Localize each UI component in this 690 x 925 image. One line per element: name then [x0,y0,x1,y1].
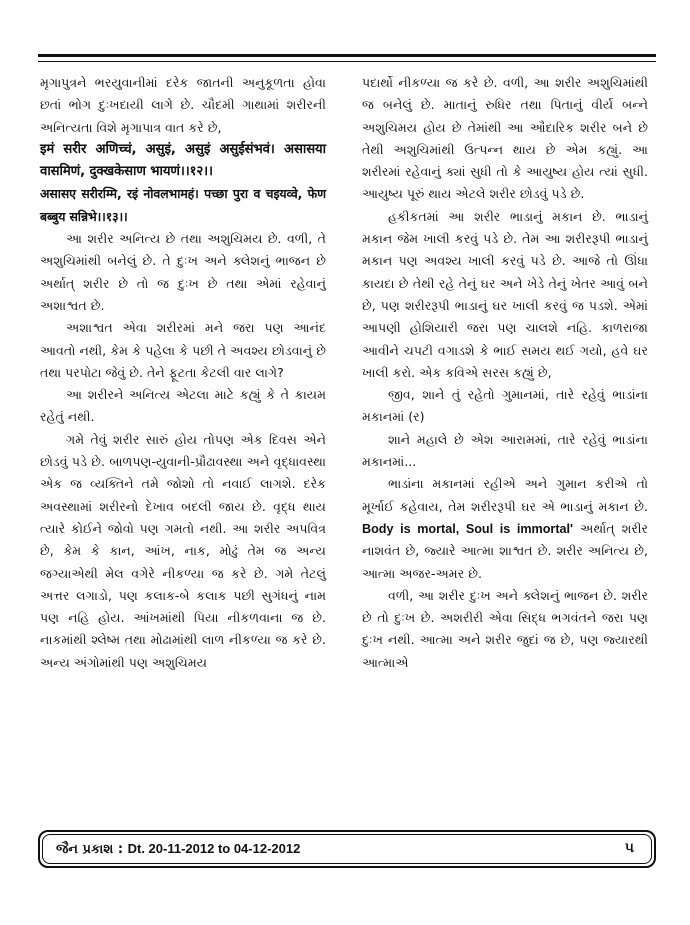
top-rule-thin [38,61,656,62]
footer-separator: : [117,842,124,857]
top-rule-thick [38,54,656,57]
paragraph: વળી, આ શરીર દુઃખ અને ક્લેશનું ભાજન છે. શરીર છે તો દુઃખ છે. અશરીરી એવા સિદ્ધ ભગવંતને જરા પણ દુઃખ નથી. આત્મા અને શરીર જુદાં જ છે, પણ જ્યારથી આત્માએ [362,587,648,670]
left-column [40,72,326,674]
date-range: Dt. 20-11-2012 to 04-12-2012 [127,841,301,856]
right-column [362,72,648,674]
footer-box [38,830,656,868]
paragraph: ગમે તેવું શરીર સારું હોય તોપણ એક દિવસ એને છોડવું પડે છે. બાળપણ-યુવાની-પ્રૌઢાવસ્થા અને વૃદ્ધાવસ્થા એક જ વ્યક્તિને તમે જોશો તો નવાઈ લાગશે. દરેક અવસ્થામાં શરીરનો દેખાવ બદલી જાય છે. વૃદ્ધ થાય ત્યારે કોઈને જોવો પણ ગમતો નથી. આ શરીર અપવિત્ર છે, કેમ કે કાન, આંખ, નાક, મોઢું તેમ જ અન્ય જગ્યાએથી મેલ વગેરે નીકળ્યા જ કરે છે. ગમે તેટલું અત્તર લગાડો, પણ કલાક-બે કલાક પછી સુગંધનું નામ પણ નહિ હોય. આંખમાંથી પિયા નીકળવાના જ છે. નાકમાંથી શ્લેષ્મ તથા મોઢામાંથી લાળ નીકળ્યા જ કરે છે. અન્ય અંગોમાંથી પણ અશુચિમય [40,431,326,670]
paragraph-text: ભાડાંના મકાનમાં રહીએ અને ગુમાન કરીએ તો મૂર્ખાઈ કહેવાય, તેમ શરીરરૂપી ઘર એ ભાડાનું મકાન છે. [362,476,648,514]
publication-name: જૈન પ્રકાશ [56,842,114,857]
paragraph: હકીકતમાં આ શરીર ભાડાનું મકાન છે. ભાડાનું મકાન જેમ ખાલી કરવું પડે છે. તેમ આ શરીરરૂપી ભાડાનું મકાન પણ અવશ્ય ખાલી કરવું પડે છે. આજે તો ઊંધા કાયદા છે તેથી રહે તેનું ઘર અને ખેડે તેનું ખેતર આવું બને છે, પણ શરીરરૂપી ભાડાનું ઘર ખાલી કરવું જ પડશે. એમાં આપણી હોશિયારી જરા પણ ચાલશે નહિ. કાળરાજા આવીને ચપટી વગાડશે કે ભાઈ સમય થઈ ગયો, હવે ઘર ખાલી કરો. એક કવિએ સરસ કહ્યું છે, [362,208,648,380]
sanskrit-verse-13: असासए सरीरम्मि, रइं नोवलभामहं। पच्छा पुरा व चइयव्वे, फेण बब्बुय सन्निभे।।१३।। [40,186,326,224]
paragraph-text: અર્થાત્ શરીર નાશવંત છે, જ્યારે આત્મા શાશ્વત છે. શરીર અનિત્ય છે, આત્મા અજર-અમર છે. [362,520,648,581]
english-quote: Body is mortal, Soul is immortal' [362,521,574,536]
poem-line: જીવ, શાને તું રહેતો ગુમાનમાં, તારે રહેવું ભાડાંના મકાનમાં (ર) [362,387,648,425]
paragraph: મૃગાપુત્રને ભરયુવાનીમાં દરેક જાતની અનુકૂળતા હોવા છતાં ભોગ દુઃખદાયી લાગે છે. ચૌદમી ગાથામાં શરીરની અનિત્યતા વિશે મૃગાપાત્ર વાત કરે છે, [40,75,326,135]
paragraph: આ શરીરને અનિત્ય એટલા માટે કહ્યું કે તે કાયમ રહેતું નથી. [40,387,326,425]
paragraph-with-english [362,473,648,584]
sanskrit-verse-12: इमं सरीर अणिच्चं, असुइं, असुइं असुईसंभवं। असासया वासमिणं, दुक्खकेसाण भायणं।।१२।। [40,141,326,180]
footer-publication-line [56,841,300,857]
page-number: ૫ [624,840,634,856]
paragraph: પદાર્થો નીકળ્યા જ કરે છે. વળી, આ શરીર અશુચિમાંથી જ બનેલું છે. માતાનું રુધિર તથા પિતાનું વીર્ય બન્ને અશુચિમય હોય છે તેમાંથી આ ઔદારિક શરીર બને છે તેથી અશુચિમાંથી ઉત્પન્ન થાય છે એમ કહ્યું. આ શરીરમાં રહેવાનું ક્યાં સુધી તો કે આયુષ્ય હોય ત્યાં સુધી. આયુષ્ય પૂરું થાય એટલે શરીર છોડવું પડે છે. [362,75,648,202]
paragraph: અશાશ્વત એવા શરીરમાં મને જરા પણ આનંદ આવતો નથી, કેમ કે પહેલા કે પછી તે અવશ્ય છોડવાનું છે તથા પરપોટા જેવું છે. તેને ફૂટતા કેટલી વાર લાગે? [40,320,326,380]
paragraph: આ શરીર અનિત્ય છે તથા અશુચિમય છે. વળી, તે અશુચિમાંથી બનેલું છે. તે દુઃખ અને ક્લેશનું ભાજન છે અર્થાત્ શરીર છે તો જ દુઃખ છે તથા એમાં રહેવાનું અશાશ્વત છે. [40,231,326,313]
poem-line: શાને મહાલે છે એશ આરામમાં, તારે રહેવું ભાડાંના મકાનમાં... [362,431,648,470]
